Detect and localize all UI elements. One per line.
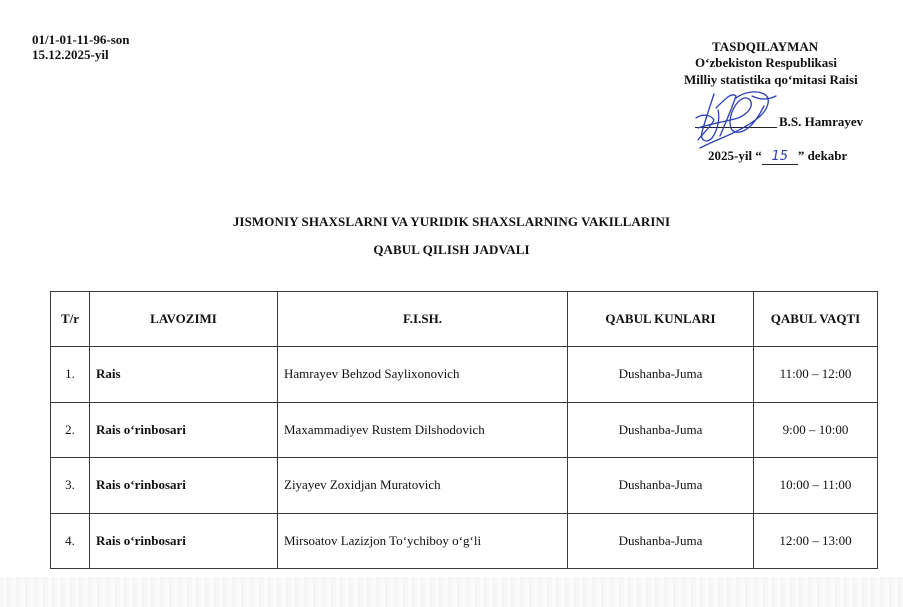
row-position: Rais o‘rinbosari [90,513,278,569]
row-number: 3. [51,458,90,514]
row-number: 2. [51,402,90,458]
handwritten-signature [692,88,784,150]
reception-schedule-table [50,291,878,569]
row-full-name: Maxammadiyev Rustem Dilshodovich [278,402,568,458]
row-reception-time: 11:00 – 12:00 [754,347,878,403]
row-reception-days: Dushanba-Juma [568,347,754,403]
signer-name: B.S. Hamrayev [779,114,864,129]
document-title-line-1: JISMONIY SHAXSLARNI VA YURIDIK SHAXSLARNING VAKILLARINI [232,214,671,229]
row-reception-days: Dushanba-Juma [568,458,754,514]
row-full-name: Ziyayev Zoxidjan Muratovich [278,458,568,514]
approval-date-day: 15 [771,149,789,164]
row-reception-days: Dushanba-Juma [568,513,754,569]
approval-date-blank [762,148,798,165]
table-row [51,347,878,403]
table-row [51,458,878,514]
signature-stroke [702,94,719,141]
row-position: Rais [90,347,278,403]
table-row [51,513,878,569]
table-header-row [51,292,878,347]
reference-date: 15.12.2025-yil [32,47,109,62]
row-position: Rais o‘rinbosari [90,402,278,458]
scan-artifact-band [0,577,903,607]
signature-stroke [752,96,776,99]
approval-position-line: Milliy statistika qo‘mitasi Raisi [684,72,858,87]
column-header-full-name: F.I.SH. [278,292,568,347]
column-header-number: T/r [51,292,90,347]
row-position: Rais o‘rinbosari [90,458,278,514]
row-full-name: Mirsoatov Lazizjon To‘ychiboy o‘g‘li [278,513,568,569]
approval-date [708,148,847,165]
row-reception-days: Dushanba-Juma [568,402,754,458]
document-title-line-2: QABUL QILISH JADVALI [373,242,530,257]
column-header-reception-time: QABUL VAQTI [754,292,878,347]
row-number: 4. [51,513,90,569]
row-reception-time: 10:00 – 11:00 [754,458,878,514]
table-row [51,402,878,458]
column-header-position: LAVOZIMI [90,292,278,347]
column-header-reception-days: QABUL KUNLARI [568,292,754,347]
row-full-name: Hamrayev Behzod Saylixonovich [278,347,568,403]
reference-number: 01/1-01-11-96-son [32,32,130,47]
approval-title: TASDQILAYMAN [712,39,819,54]
row-reception-time: 9:00 – 10:00 [754,402,878,458]
row-number: 1. [51,347,90,403]
approval-date-suffix: ” dekabr [797,148,848,163]
reference-block [32,32,130,62]
approval-date-prefix: 2025-yil “ [708,148,762,163]
approval-organization-line: O‘zbekiston Respublikasi [695,55,837,70]
row-reception-time: 12:00 – 13:00 [754,513,878,569]
